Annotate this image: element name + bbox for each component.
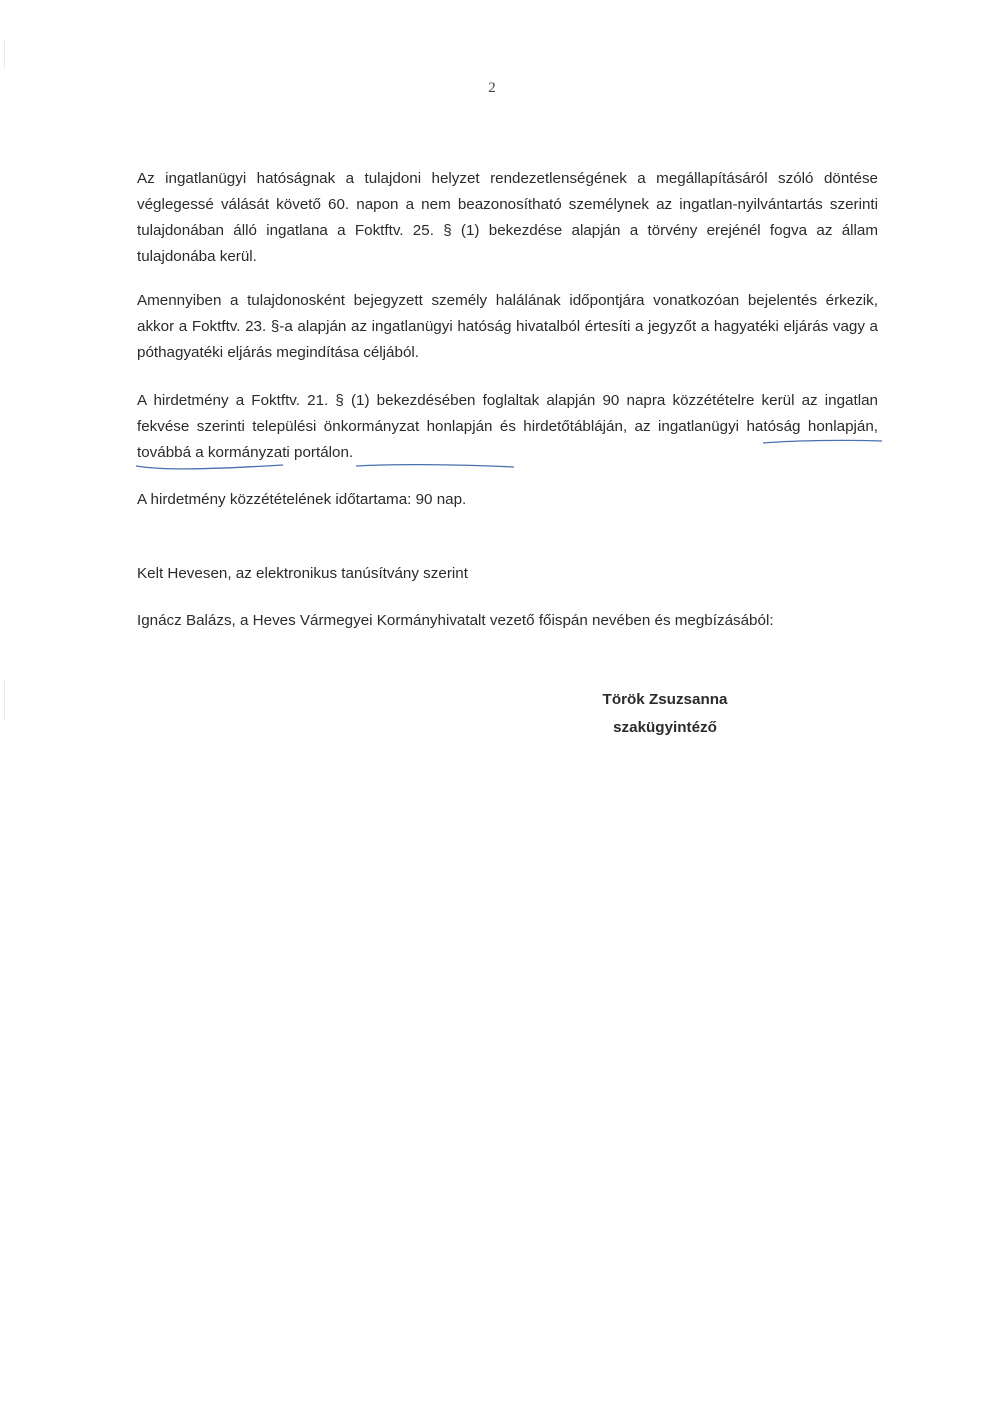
paragraph-publication: A hirdetmény a Foktftv. 21. § (1) bekezdésében foglaltak alapján 90 napra közzétételre kerül az ingatlan fekvése szerinti települési önkormányzat honlapján és hirdetőtábláján, az ingatlanügyi hatóság honlapján, továbbá a kormányzati portálon. bbox=[137, 392, 878, 461]
paragraph-death-notification: Amennyiben a tulajdonosként bejegyzett személy halálának időpontjára vonatkozóan bejelentés érkezik, akkor a Foktftv. 23. §-a alapján az ingatlanügyi hatóság hivatalból értesíti a jegyzőt a hagyatéki eljárás vagy a póthagyatéki eljárás megindítása céljából. bbox=[137, 292, 878, 361]
signatory-title: szakügyintéző bbox=[613, 719, 717, 736]
scan-edge-mark bbox=[4, 680, 5, 720]
paragraph-publication-duration: A hirdetmény közzétételének időtartama: 90 nap. bbox=[137, 491, 467, 508]
paragraph-ownership-transfer: Az ingatlanügyi hatóságnak a tulajdoni helyzet rendezetlenségének a megállapításáról szóló döntése véglegessé válását követő 60. napon a nem beazonosítható személynek az ingatlan-nyilvántartás szerinti tulajdonában álló ingatlana a Foktftv. 25. § (1) bekezdése alapján a törvény erejénél fogva az állam tulajdonába kerül. bbox=[137, 170, 878, 265]
paragraph-place-date: Kelt Hevesen, az elektronikus tanúsítvány szerint bbox=[137, 565, 468, 582]
scan-edge-mark bbox=[4, 40, 5, 70]
signature-block bbox=[540, 686, 790, 742]
paragraph-authority: Ignácz Balázs, a Heves Vármegyei Kormányhivatalt vezető főispán nevében és megbízásából: bbox=[137, 612, 774, 629]
page-number: 2 bbox=[488, 80, 496, 96]
signatory-name: Török Zsuzsanna bbox=[602, 691, 728, 708]
